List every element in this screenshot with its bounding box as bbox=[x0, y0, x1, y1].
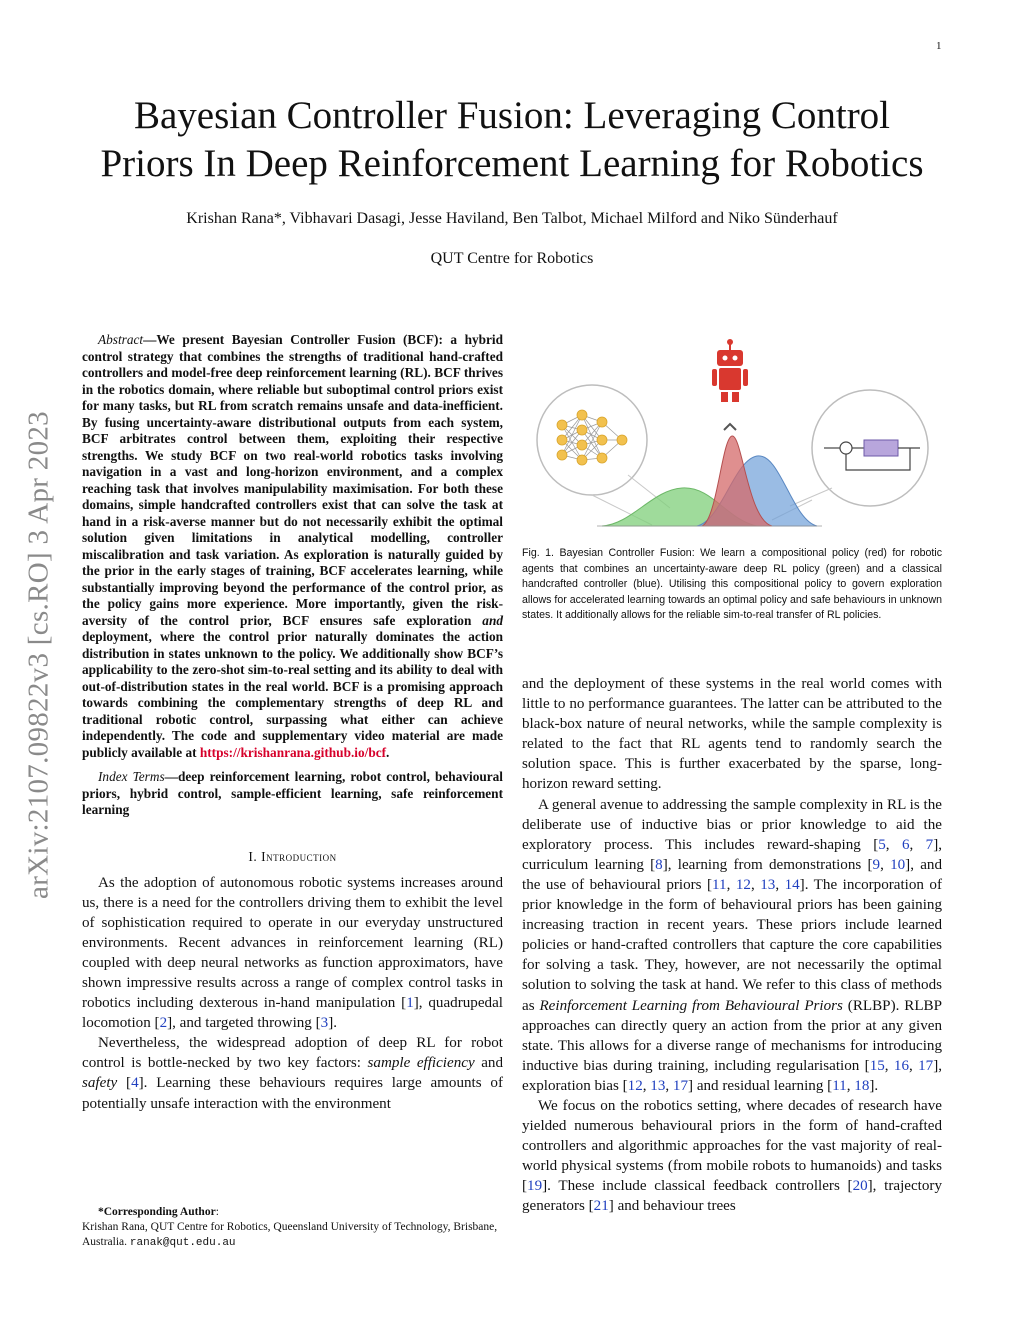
left-column bbox=[82, 332, 503, 1114]
text-run: , bbox=[642, 1077, 651, 1094]
arxiv-stamp bbox=[19, 355, 59, 955]
text-run: , bbox=[750, 876, 761, 893]
citation[interactable]: 10 bbox=[890, 856, 906, 873]
citation[interactable]: 1 bbox=[406, 995, 414, 1012]
robot-icon bbox=[712, 339, 748, 430]
citation[interactable]: 21 bbox=[593, 1198, 609, 1215]
citation[interactable]: 16 bbox=[893, 1057, 909, 1074]
intro-paragraph-2 bbox=[82, 1033, 503, 1113]
text-run: : bbox=[215, 1206, 219, 1218]
citation[interactable]: 13 bbox=[650, 1077, 666, 1094]
text-run: ]. Learning these behaviours requires large amounts of potentially unsafe interaction with the environment bbox=[82, 1075, 503, 1112]
right-column bbox=[522, 674, 942, 1217]
citation[interactable]: 7 bbox=[925, 836, 934, 853]
citation[interactable]: 12 bbox=[627, 1077, 643, 1094]
citation[interactable]: 5 bbox=[878, 836, 886, 853]
index-terms bbox=[82, 769, 503, 819]
text-run: , bbox=[880, 856, 891, 873]
citation[interactable]: 17 bbox=[918, 1057, 934, 1074]
text-run: We focus on the robotics setting, where decades of research have yielded numerous behavioural priors in the form of hand-crafted controllers and algorithmic approaches for the vast majority of real-world physical systems (from mobile robots to humanoids) and tasks [ bbox=[522, 1097, 942, 1195]
citation[interactable]: 15 bbox=[869, 1057, 885, 1074]
text-run: ]. bbox=[328, 1015, 338, 1032]
figure-1 bbox=[522, 330, 942, 540]
email[interactable]: ranak@qut.edu.au bbox=[129, 1237, 236, 1249]
project-link[interactable]: https://krishanrana.github.io/bcf bbox=[199, 744, 387, 760]
index-terms-text: —deep reinforcement learning, robot control, behavioural priors, hybrid control, sample-efficient learning, safe reinforcement learning bbox=[82, 769, 503, 817]
text-run: , bbox=[909, 836, 926, 853]
text-run: , bbox=[775, 876, 785, 893]
figure-1-illustration bbox=[522, 330, 942, 540]
intro-paragraph-1 bbox=[82, 873, 503, 1034]
control-block-diagram-icon bbox=[772, 390, 928, 520]
emphasis: Reinforcement Learning from Behavioural Priors bbox=[539, 997, 843, 1014]
text-run: [ bbox=[117, 1075, 132, 1092]
citation[interactable]: 9 bbox=[872, 856, 881, 873]
index-terms-lead: Index Terms bbox=[98, 769, 165, 784]
abstract-lead: Abstract bbox=[98, 332, 144, 347]
emphasis: safety bbox=[82, 1075, 118, 1092]
footnote bbox=[82, 1205, 503, 1251]
section-heading-introduction bbox=[82, 849, 503, 865]
text-run: ], exploration bias [ bbox=[522, 1057, 943, 1094]
text-run: ]. bbox=[869, 1077, 879, 1094]
text-run: , bbox=[909, 1057, 919, 1074]
text-run: ], trajectory generators [ bbox=[522, 1178, 942, 1215]
text-run: ], quadrupedal locomotion [ bbox=[82, 995, 503, 1032]
abstract bbox=[82, 332, 503, 761]
text-run: ]. The incorporation of prior knowledge in the form of behavioural priors has been gaining increasing traction in recent years. These priors include learned policies or hand-crafted controllers that capture the core capabilities for solving a task. They, however, are not necessarily the optimal solution to solving the task at hand. We refer to this class of methods as bbox=[522, 876, 943, 1014]
right-paragraph-1: and the deployment of these systems in the real world comes with little to no performance guarantees. The latter can be attributed to the black-box nature of neural networks, while the sample complexity is related to the fact that RL agents tend to randomly search the solution space. This is further exacerbated by the sparse, long-horizon reward setting. bbox=[522, 676, 942, 793]
text-run: , bbox=[665, 1077, 673, 1094]
text-run: , bbox=[846, 1077, 855, 1094]
text-run: ], and the use of behavioural priors [ bbox=[522, 856, 942, 893]
footnote-head: *Corresponding Author bbox=[98, 1206, 216, 1218]
citation[interactable]: 13 bbox=[760, 876, 776, 893]
text-run: ], learning from demonstrations [ bbox=[662, 856, 873, 873]
paper-title bbox=[60, 92, 964, 188]
text-run: ] and behaviour trees bbox=[608, 1198, 736, 1215]
text-run: A general avenue to addressing the sample complexity in RL is the deliberate use of inductive bias or prior knowledge to aid the exploratory process. This includes reward-shaping [ bbox=[522, 796, 942, 853]
citation[interactable]: 8 bbox=[655, 856, 663, 873]
text-run: ] and residual learning [ bbox=[688, 1077, 833, 1094]
right-paragraph-3 bbox=[522, 1096, 942, 1217]
abstract-end: . bbox=[386, 744, 390, 760]
citation[interactable]: 11 bbox=[832, 1077, 847, 1094]
text-run: , bbox=[885, 836, 902, 853]
emphasis: sample efficiency bbox=[367, 1055, 475, 1072]
text-run: , bbox=[884, 1057, 894, 1074]
arxiv-stamp-text: arXiv:2107.09822v3 [cs.RO] 3 Apr 2023 bbox=[22, 411, 55, 899]
section-title: Introduction bbox=[261, 848, 337, 864]
page-number: 1 bbox=[936, 40, 942, 52]
text-run: and bbox=[474, 1055, 503, 1072]
section-numeral: I. bbox=[248, 848, 258, 864]
author-list: Krishan Rana*, Vibhavari Dasagi, Jesse Haviland, Ben Talbot, Michael Milford and Niko Sünderhauf bbox=[186, 210, 838, 227]
text-run: (RLBP). RLBP approaches can directly query an action from the prior at any given state. This allows for a diverse range of mechanisms for introducing inductive bias during training, including regularisation [ bbox=[522, 997, 942, 1074]
citation[interactable]: 6 bbox=[901, 836, 910, 853]
abstract-text-2: deployment, where the control prior naturally dominates the action distribution in states unknown to the policy. We additionally show BCF’s applicability to the zero-shot sim-to-real setting and its ability to deal with out-of-distribution states in the real world. BCF is a promising approach towards combining the complementary strengths of deep RL and traditional robotic control, surpassing what either can achieve independently. The code and supplementary video material are made publicly available at bbox=[82, 629, 503, 760]
text-run: ], curriculum learning [ bbox=[522, 836, 943, 873]
citation[interactable]: 3 bbox=[320, 1015, 329, 1032]
affiliation: QUT Centre for Robotics bbox=[430, 250, 594, 267]
citation[interactable]: 12 bbox=[735, 876, 751, 893]
title-line-2: Priors In Deep Reinforcement Learning for Robotics bbox=[100, 142, 924, 185]
text-run: As the adoption of autonomous robotic systems increases around us, there is a need for the controllers driving them to exhibit the level of sophistication required to operate in our everyday unstructured environments. Recent advances in reinforcement learning (RL) coupled with deep neural networks as function approximators, have shown impressive results across a range of complex control tasks in robotics including dexterous in-hand manipulation [ bbox=[82, 874, 503, 1012]
citation[interactable]: 17 bbox=[672, 1077, 689, 1094]
citation[interactable]: 19 bbox=[527, 1178, 543, 1195]
abstract-and: and bbox=[482, 612, 503, 628]
text-run: ], and targeted throwing [ bbox=[167, 1015, 321, 1032]
text-run: ]. These include classical feedback controllers [ bbox=[542, 1178, 853, 1195]
footnote-text: Krishan Rana, QUT Centre for Robotics, Queensland University of Technology, Brisbane, Australia. bbox=[82, 1221, 498, 1248]
citation[interactable]: 18 bbox=[854, 1077, 870, 1094]
text-run: , bbox=[726, 876, 736, 893]
text-run: Nevertheless, the widespread adoption of deep RL for robot control is bottle-necked by two key factors: bbox=[82, 1035, 503, 1072]
citation[interactable]: 4 bbox=[131, 1075, 139, 1092]
citation[interactable]: 2 bbox=[159, 1015, 168, 1032]
citation[interactable]: 11 bbox=[712, 876, 727, 893]
abstract-text: —We present Bayesian Controller Fusion (BCF): a hybrid control strategy that combines the strengths of traditional hand-crafted controllers and model-free deep reinforcement learning (RL). BCF thrives in the robotics domain, where reliable but suboptimal control priors exist for many tasks, but RL from scratch remains unsafe and data-inefficient. By fusing uncertainty-aware distributional outputs from each system, BCF arbitrates control between them, exploiting their respective strengths. We study BCF on two real-world robotics tasks involving navigation in a vast and long-horizon environment, and a complex reaching task that involves manipulability maximisation. For both these domains, simple handcrafted controllers exist that can solve the task at hand in a risk-averse manner but do not necessarily exhibit the optimal solution given limitations in analytical modelling, controller miscalibration and task variation. As exploration is naturally guided by the prior in the early stages of training, BCF accelerates learning, while substantially improving beyond the performance of the control prior, as the policy gains more experience. More importantly, given the risk-aversity of the control prior, BCF ensures safe exploration bbox=[82, 332, 503, 628]
figure-1-caption: Fig. 1. Bayesian Controller Fusion: We learn a compositional policy (red) for robotic agents that combines an uncertainty-aware deep RL policy (green) and a classical handcrafted controller (blue). Utilising this compositional policy to govern exploration allows for accelerated learning towards an optimal policy and safe behaviours in unknown states. It additionally allows for the reliable sim-to-real transfer of RL policies. bbox=[522, 547, 942, 621]
title-line-1: Bayesian Controller Fusion: Leveraging Control bbox=[133, 94, 891, 137]
right-paragraph-2 bbox=[522, 795, 942, 1096]
citation[interactable]: 20 bbox=[852, 1178, 868, 1195]
citation[interactable]: 14 bbox=[784, 876, 800, 893]
